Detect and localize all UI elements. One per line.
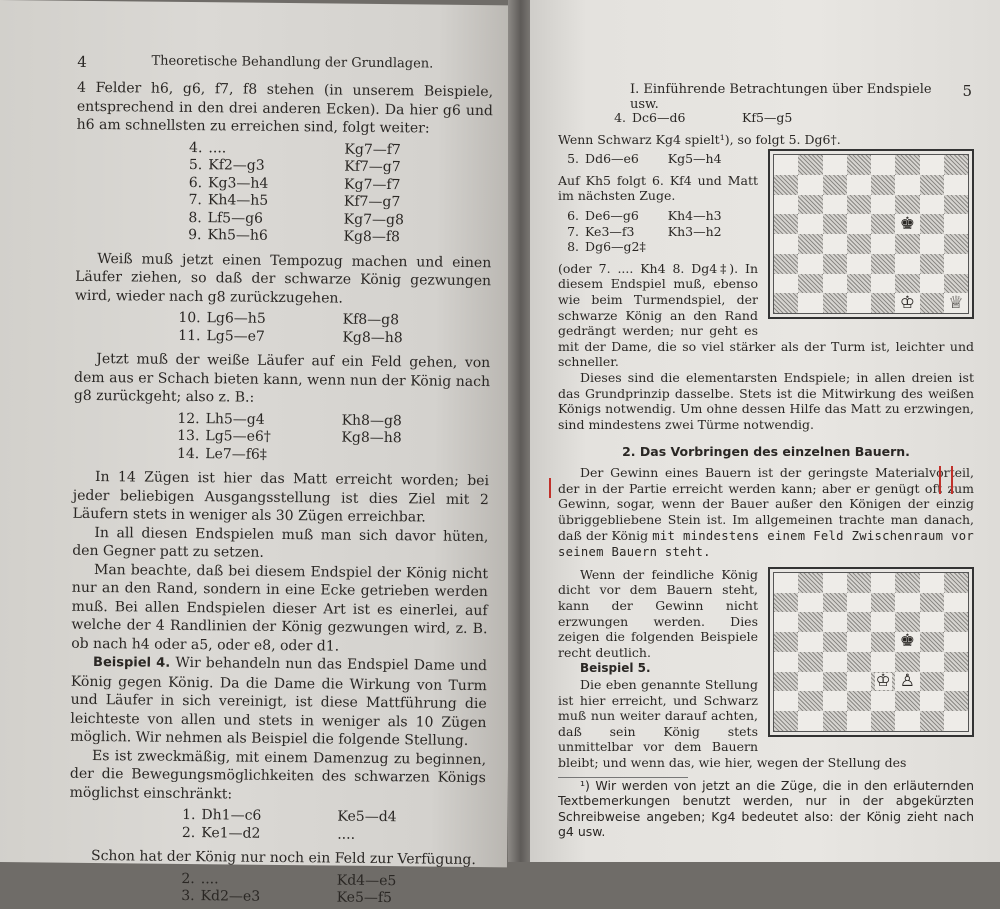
board-square: [774, 593, 798, 613]
move-row: [157, 824, 485, 845]
move-number: 2.: [181, 870, 195, 887]
board-square: [774, 652, 798, 672]
black-move: [341, 447, 461, 466]
left-paragraph-7: [70, 653, 487, 751]
board-square: [823, 672, 847, 692]
white-move: ....: [200, 870, 219, 887]
board-square: [774, 175, 798, 195]
left-moves-3: [161, 410, 490, 466]
board-square: [944, 612, 968, 632]
black-move: Kf8—g8: [342, 311, 400, 329]
board-square: [920, 214, 944, 234]
move-number: 11.: [178, 327, 201, 344]
left-moves-5: [157, 870, 485, 908]
black-move: Kg7—f7: [344, 141, 401, 158]
board-square: [823, 691, 847, 711]
board-square: [774, 155, 798, 175]
white-move: Lg6—h5: [206, 310, 266, 327]
board-square: [774, 573, 798, 593]
board-square: [895, 573, 919, 593]
board-square: [920, 711, 944, 731]
board-square: [871, 175, 895, 195]
left-paragraph-4: In 14 Zügen ist hier das Matt erreicht worden; bei jeder beliebigen Ausgangsstellung ist dies Ziel mit 2 Läufern stets in weniger als 30 Zügen erreichbar.: [72, 469, 490, 526]
board-square: [847, 652, 871, 672]
board-square: [847, 175, 871, 195]
black-move: Kh4—h3: [667, 207, 722, 223]
example-4-label: Beispiel 4.: [92, 655, 171, 671]
board-square: [895, 234, 919, 254]
board-square: [823, 274, 847, 294]
board-square: [774, 632, 798, 652]
board-square: [944, 195, 968, 215]
white-move: Kd2—e3: [200, 888, 261, 905]
board-square: [847, 234, 871, 254]
board-square: [944, 155, 968, 175]
board-square: [847, 612, 871, 632]
board-square: [895, 652, 919, 672]
white-move: Lg5—e7: [206, 327, 265, 345]
white-move: Kh5—h6: [207, 227, 268, 244]
move-number: 14.: [176, 445, 200, 462]
move-row: [558, 151, 758, 167]
right-page-number: 5: [962, 82, 972, 100]
black-move: Ke5—d4: [337, 808, 397, 826]
board-square: [871, 652, 895, 672]
board-square: [798, 593, 822, 613]
board-square: [920, 293, 944, 313]
board-square: [920, 175, 944, 195]
board-square: [798, 155, 822, 175]
left-paragraph-3: Jetzt muß der weiße Läufer auf ein Feld gehen, von dem aus er Schach bieten kann, wenn nun der König nach g8 zurückgeht; also z. B.:: [73, 351, 491, 406]
red-margin-mark-right: [939, 466, 953, 494]
black-move: [668, 239, 758, 255]
board-square: [774, 711, 798, 731]
chess-board-1: [773, 154, 969, 314]
board-square: [895, 274, 919, 294]
board-square: [847, 711, 871, 731]
board-square: [920, 672, 944, 692]
chess-piece-icon: ♙: [899, 670, 915, 691]
board-square: [871, 691, 895, 711]
board-square: [920, 274, 944, 294]
left-paragraph-5: In all diesen Endspielen muß man sich davor hüten, den Gegner patt zu setzen.: [72, 524, 489, 561]
move-row: [161, 445, 489, 466]
section-title: 2. Das Vorbringen des einzelnen Bauern.: [622, 444, 910, 460]
move-row: [558, 208, 758, 224]
board-square: [823, 632, 847, 652]
chess-piece-icon: ♔: [875, 670, 891, 691]
left-page-number: 4: [77, 52, 87, 71]
board-square: [920, 632, 944, 652]
move-row: [598, 110, 974, 126]
board-square: [871, 593, 895, 613]
board-square: [871, 234, 895, 254]
black-move: Kg8—h8: [341, 429, 402, 447]
right-paragraph-5: [558, 465, 974, 561]
move-number: 4.: [189, 139, 203, 156]
example-5-label: Beispiel 5.: [580, 661, 651, 676]
board-square: [920, 155, 944, 175]
board-square: [823, 155, 847, 175]
move-number: 13.: [177, 427, 200, 445]
board-square: [895, 672, 919, 692]
board-square: [847, 214, 871, 234]
chess-piece-icon: ♔: [899, 292, 915, 313]
board-square: [895, 612, 919, 632]
board-square: [944, 234, 968, 254]
white-move: Dc6—d6: [632, 110, 686, 125]
board-square: [847, 691, 871, 711]
board-square: [920, 234, 944, 254]
board-square: [798, 573, 822, 593]
board-square: [895, 593, 919, 613]
move-row: [157, 888, 485, 909]
board-square: [847, 672, 871, 692]
white-move: Dd6—e6: [585, 151, 639, 167]
board-square: [847, 293, 871, 313]
right-paragraph-1: Wenn Schwarz Kg4 spielt¹), so folgt 5. Dg6†.: [558, 131, 841, 147]
board-square: [871, 711, 895, 731]
board-square: [798, 274, 822, 294]
black-move: Kg8—f8: [343, 228, 401, 246]
board-square: [895, 214, 919, 234]
board-square: [823, 612, 847, 632]
move-number: 8.: [188, 209, 202, 226]
white-move: De6—g6: [585, 207, 639, 223]
white-move: Ke1—d2: [201, 824, 261, 842]
right-paragraph-3: (oder 7. .... Kh4 8. Dg4‡). In diesem Endspiel muß, ebenso wie beim Turmendspiel, der schwarze König an den Rand gedrängt werden; nur geht es mit der Dame, die so viel stärker als der Turm ist, leichter und schneller.: [558, 260, 974, 370]
move-number: 4.: [614, 110, 626, 125]
move-number: 7.: [567, 223, 580, 239]
black-move: ....: [337, 826, 356, 843]
board-square: [920, 254, 944, 274]
chess-piece-icon: ♚: [899, 213, 915, 234]
board-square: [798, 711, 822, 731]
chess-piece-icon: ♚: [899, 631, 915, 652]
board-square: [823, 195, 847, 215]
board-square: [944, 274, 968, 294]
board-square: [871, 274, 895, 294]
board-square: [847, 274, 871, 294]
chess-diagram-1: [768, 149, 974, 319]
board-square: [920, 573, 944, 593]
right-paragraph-2: Auf Kh5 folgt 6. Kf4 und Matt im nächsten Zuge.: [558, 172, 758, 204]
board-square: [944, 593, 968, 613]
move-number: 6.: [188, 174, 203, 191]
move-row: [163, 227, 491, 248]
left-paragraph-2: Weiß muß jetzt einen Tempozug machen und einen Läufer ziehen, so daß der schwarze König gezwungen wird, wieder nach g8 zurückzugehen.: [74, 250, 492, 307]
white-move: Lf5—g6: [207, 209, 264, 227]
right-page: [530, 0, 1000, 862]
white-move: Lh5—g4: [205, 410, 265, 428]
right-paragraph-4: Dieses sind die elementarsten Endspiele; in allen dreien ist das Grundprinzip dasselbe. Stets ist die Mitwirkung des weißen Königs notwendig. Um ohne dessen Hilfe das Matt zu erzwingen, sind mindestens zwei Türme notwendig.: [558, 369, 974, 432]
move-number: 6.: [567, 207, 580, 223]
board-square: [774, 274, 798, 294]
red-margin-mark-left: [549, 478, 551, 498]
board-square: [944, 632, 968, 652]
left-paragraph-6: Man beachte, daß bei diesem Endspiel der König nicht nur an den Rand, sondern in eine Ecke getrieben werden muß. Bei allen Endspielen dieser Art ist es einerlei, auf welche der 4 Randlinien der König gezwungen wird, z. B. ob nach h4 oder a5, oder e8, oder d1.: [71, 561, 489, 655]
board-square: [871, 612, 895, 632]
board-square: [798, 672, 822, 692]
board-square: [798, 234, 822, 254]
move-number: 3.: [181, 887, 195, 905]
board-square: [774, 195, 798, 215]
left-running-head: Theoretische Behandlung der Grundlagen.: [151, 53, 434, 72]
board-square: [774, 293, 798, 313]
board-square: [944, 691, 968, 711]
board-square: [944, 573, 968, 593]
board-square: [798, 195, 822, 215]
board-square: [823, 214, 847, 234]
white-move: Ke3—f3: [585, 223, 635, 239]
board-square: [944, 293, 968, 313]
move-number: 5.: [188, 156, 203, 174]
board-square: [895, 155, 919, 175]
board-square: [895, 691, 919, 711]
board-square: [774, 612, 798, 632]
board-square: [798, 175, 822, 195]
right-paragraph-6: Wenn der feindliche König dicht vor dem Bauern steht, kann der Gewinn nicht erzwungen werden. Dies zeigen die folgenden Beispiele recht deutlich.: [558, 566, 758, 660]
board-square: [798, 293, 822, 313]
board-square: [798, 612, 822, 632]
board-square: [798, 652, 822, 672]
black-move: Kg7—g8: [343, 211, 405, 228]
footnote: ¹) Wir werden von jetzt an die Züge, die in den erläuternden Textbemerkungen benutzt werden, nur in der abgekürzten Schreibweise angeben; Kg4 bedeutet also: der König zieht nach g4 usw.: [558, 777, 974, 840]
white-move: Dg6—g2‡: [585, 239, 646, 255]
move-number: 12.: [177, 410, 200, 427]
board-square: [920, 593, 944, 613]
black-move: Kh8—g8: [341, 412, 402, 429]
move-number: 8.: [567, 239, 580, 255]
board-square: [920, 195, 944, 215]
white-move: Kg3—h4: [208, 174, 269, 192]
board-square: [920, 652, 944, 672]
board-square: [823, 293, 847, 313]
board-square: [823, 234, 847, 254]
board-square: [944, 175, 968, 195]
board-square: [798, 214, 822, 234]
board-square: [798, 254, 822, 274]
board-square: [895, 254, 919, 274]
board-square: [895, 711, 919, 731]
left-header: [77, 53, 493, 75]
spaced-emphasis: mit mindestens einem Feld Zwischenraum vor seinem Bauern steht.: [558, 528, 974, 560]
example-4-text: Wir behandeln nun das Endspiel Dame und König gegen König. Da die Dame die Wirkung von Turm und Läufer in sich vereinigt, ist diese Mattführung die leichteste von allen und stets in weniger als 10 Zügen möglich. Wir nehmen als Beispiel die folgende Stellung.: [70, 654, 488, 749]
board-square: [798, 691, 822, 711]
black-move: Kf7—g7: [343, 193, 401, 211]
right-running-head: I. Einführende Betrachtungen über Endspiele usw.: [630, 82, 932, 112]
board-square: [871, 195, 895, 215]
example-5-text: Die eben genannte Stellung ist hier erreicht, und Schwarz muß nun weiter darauf achten, daß sein König stets unmittelbar vor dem Bauern bleibt; und wenn das, wie hier, wegen der Stellung des: [558, 677, 907, 770]
board-square: [823, 593, 847, 613]
left-moves-2: [162, 310, 490, 348]
board-square: [847, 593, 871, 613]
board-square: [847, 632, 871, 652]
white-move: ....: [208, 139, 227, 156]
board-square: [944, 711, 968, 731]
board-square: [774, 691, 798, 711]
white-move: Lg5—e6†: [205, 428, 271, 445]
white-move: Dh1—c6: [201, 807, 262, 824]
black-move: Kg8—h8: [342, 329, 403, 346]
white-move: Kh4—h5: [207, 192, 269, 209]
board-square: [895, 293, 919, 313]
move-row: [558, 224, 758, 240]
board-square: [823, 573, 847, 593]
board-square: [798, 632, 822, 652]
board-square: [871, 632, 895, 652]
chess-board-2: [773, 572, 969, 732]
paragraph-5-text: Der Gewinn eines Bauern ist der geringste Materialvorteil, der in der Partie erreicht werden kann; aber er genügt oft zum Gewinn, sogar, wenn der Bauer außer den Königen der einzig übriggebliebene Stein ist. Im allgemeinen trachte man danach, daß der König: [558, 465, 974, 543]
board-square: [774, 672, 798, 692]
chess-diagram-2: [768, 567, 974, 737]
board-square: [944, 652, 968, 672]
board-square: [871, 214, 895, 234]
board-square: [774, 254, 798, 274]
board-square: [895, 632, 919, 652]
move-number: 7.: [188, 191, 202, 209]
board-square: [871, 293, 895, 313]
board-square: [871, 573, 895, 593]
black-move: Kf7—g7: [344, 158, 401, 176]
board-square: [871, 254, 895, 274]
board-square: [895, 195, 919, 215]
move-number: 10.: [178, 309, 201, 327]
board-square: [895, 175, 919, 195]
black-move: Kf5—g5: [742, 110, 793, 125]
board-square: [847, 195, 871, 215]
move-number: 5.: [567, 151, 580, 167]
board-square: [774, 234, 798, 254]
black-move: Kg5—h4: [667, 151, 722, 167]
board-square: [944, 254, 968, 274]
board-square: [823, 711, 847, 731]
black-move: Kh3—h2: [667, 223, 722, 239]
board-square: [847, 573, 871, 593]
white-move: Le7—f6‡: [205, 445, 267, 463]
board-square: [871, 672, 895, 692]
left-paragraph-8: Es ist zweckmäßig, mit einem Damenzug zu beginnen, der die Bewegungsmöglichkeiten des schwarzen Königs möglichst einschränkt:: [69, 747, 487, 802]
board-square: [871, 155, 895, 175]
board-square: [774, 214, 798, 234]
black-move: Kg7—f7: [344, 176, 401, 193]
board-square: [944, 672, 968, 692]
left-paragraph-9: Schon hat der König nur noch ein Feld zur Verfügung.: [90, 848, 476, 869]
move-number: 1.: [182, 806, 196, 824]
left-moves-4: [157, 807, 485, 845]
white-move: Kf2—g3: [208, 157, 265, 174]
move-row: [162, 327, 490, 348]
board-square: [920, 612, 944, 632]
board-square: [920, 691, 944, 711]
right-moves-1: [598, 110, 974, 126]
board-square: [847, 254, 871, 274]
move-number: 2.: [181, 824, 196, 841]
left-paragraph-1: 4 Felder h6, g6, f7, f8 stehen (in unserem Beispiele, entsprechend in den drei anderen Ecken). Da hier g6 und h6 am schnellsten zu erreichen sind, folgt weiter:: [76, 79, 494, 137]
black-move: Ke5—f5: [336, 889, 393, 907]
board-square: [823, 652, 847, 672]
chess-piece-icon: ♕: [948, 292, 964, 313]
board-square: [823, 175, 847, 195]
move-number: 9.: [188, 226, 202, 244]
black-move: Kd4—e5: [336, 872, 397, 889]
right-header: [630, 82, 972, 112]
board-square: [944, 214, 968, 234]
move-row: [558, 239, 758, 255]
board-square: [847, 155, 871, 175]
board-square: [823, 254, 847, 274]
left-moves-1: [163, 139, 492, 247]
